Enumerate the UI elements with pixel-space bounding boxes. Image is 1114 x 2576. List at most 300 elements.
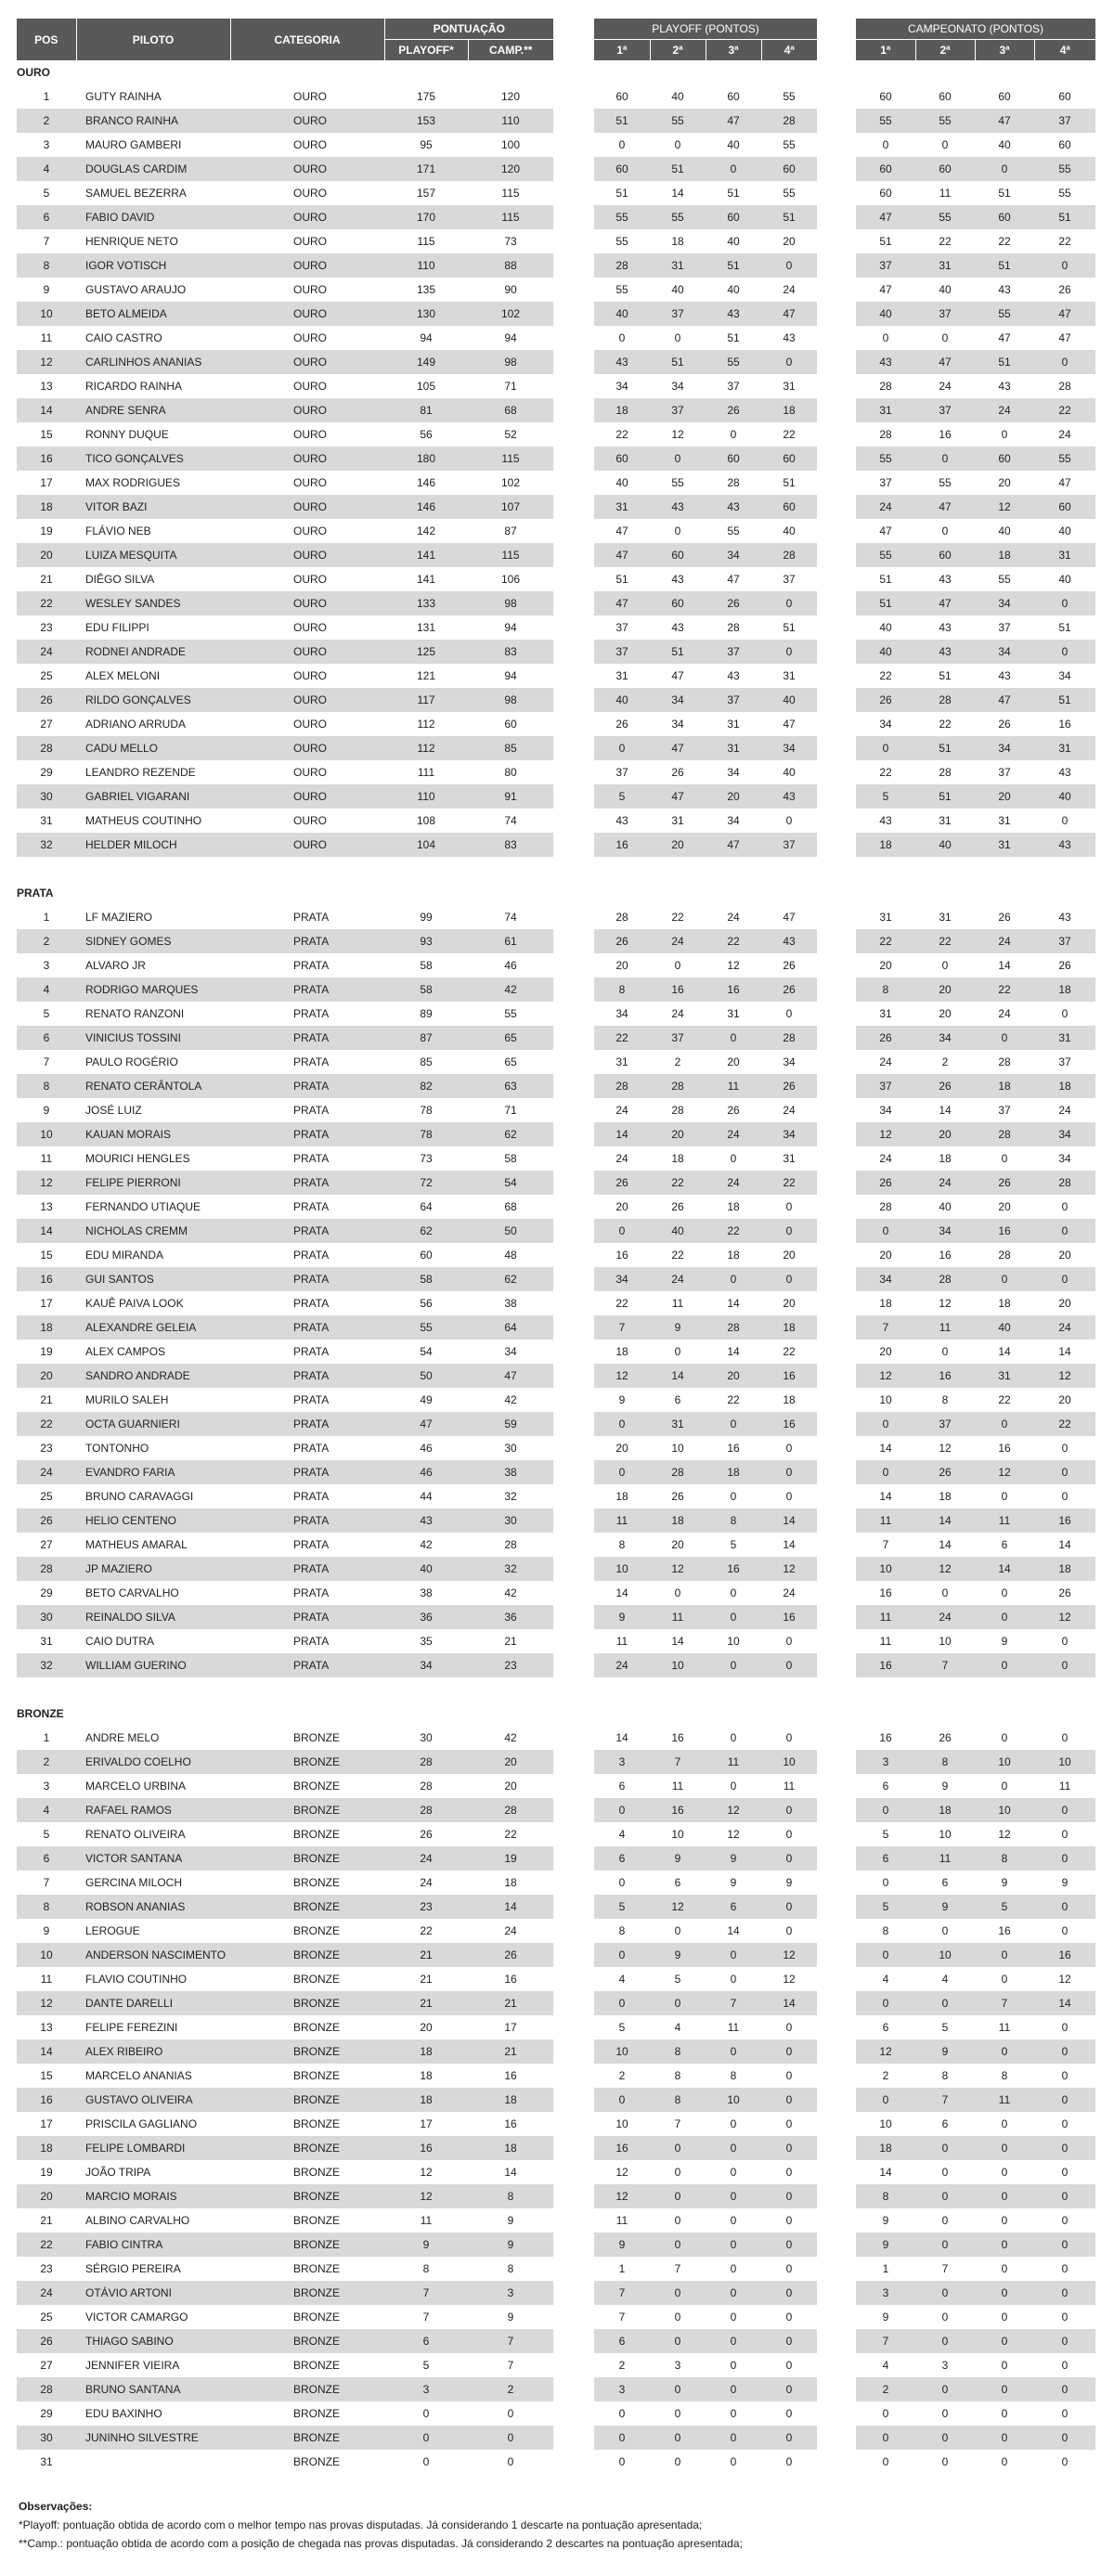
cell-camp-r1: 0 [856,2088,915,2112]
cell-playoff-r4: 43 [761,326,817,350]
cell-pos: 4 [17,977,76,1002]
cell-playoff-r2: 0 [650,1581,706,1605]
cell-piloto: RILDO GONÇALVES [76,688,230,712]
cell-categoria: PRATA [230,953,384,977]
cell-categoria: BRONZE [230,1895,384,1919]
cell-playoff-total: 112 [384,712,468,736]
cell-categoria: PRATA [230,929,384,953]
cell-camp-total: 61 [468,929,553,953]
cell-playoff-r4: 51 [761,471,817,495]
cell-piloto: RENATO RANZONI [76,1002,230,1026]
cell-camp-total: 18 [468,2136,553,2160]
table-row [17,1050,1095,1074]
cell-camp-total: 65 [468,1026,553,1050]
cell-playoff-r1: 40 [594,302,650,326]
cell-playoff-r4: 0 [761,2353,817,2377]
cell-categoria: PRATA [230,1074,384,1098]
cell-camp-r4: 28 [1034,1171,1095,1195]
cell-piloto: PRISCILA GAGLIANO [76,2112,230,2136]
cell-playoff-r4: 0 [761,1919,817,1943]
cell-playoff-r4: 0 [761,809,817,833]
cell-pos: 11 [17,1967,76,1991]
cell-pos: 26 [17,2329,76,2353]
cell-camp-r1: 0 [856,1991,915,2015]
cell-pos: 12 [17,350,76,374]
table-row [17,1533,1095,1557]
cell-categoria: BRONZE [230,1822,384,1846]
table-row [17,953,1095,977]
cell-camp-r2: 0 [915,2160,975,2184]
cell-piloto: LEROGUE [76,1919,230,1943]
cell-camp-r2: 51 [915,736,975,760]
cell-piloto: EDU MIRANDA [76,1243,230,1267]
cell-playoff-r3: 18 [706,1195,761,1219]
cell-camp-r3: 0 [975,2160,1034,2184]
table-row [17,1026,1095,1050]
cell-playoff-r3: 24 [706,1122,761,1146]
cell-camp-r2: 40 [915,278,975,302]
cell-camp-r3: 0 [975,2136,1034,2160]
cell-camp-r4: 31 [1034,736,1095,760]
cell-pos: 27 [17,2353,76,2377]
cell-camp-r4: 51 [1034,615,1095,640]
cell-pos: 30 [17,2426,76,2450]
cell-camp-r1: 11 [856,1605,915,1629]
cell-playoff-r3: 8 [706,1508,761,1533]
cell-camp-r3: 43 [975,374,1034,398]
cell-playoff-r3: 0 [706,2426,761,2450]
cell-camp-r4: 31 [1034,1026,1095,1050]
cell-playoff-r3: 20 [706,1050,761,1074]
cell-camp-total: 83 [468,833,553,857]
cell-pos: 25 [17,664,76,688]
cell-camp-r4: 0 [1034,2015,1095,2039]
cell-camp-r2: 0 [915,2377,975,2401]
cell-pos: 5 [17,1822,76,1846]
cell-camp-r2: 28 [915,688,975,712]
cell-playoff-r4: 0 [761,2233,817,2257]
cell-playoff-r1: 43 [594,350,650,374]
cell-camp-r3: 55 [975,302,1034,326]
cell-categoria: BRONZE [230,1774,384,1798]
cell-playoff-total: 62 [384,1219,468,1243]
cell-camp-total: 50 [468,1219,553,1243]
cell-camp-total: 62 [468,1122,553,1146]
cell-playoff-r4: 0 [761,350,817,374]
cell-camp-r1: 34 [856,712,915,736]
cell-camp-r3: 10 [975,1798,1034,1822]
cell-camp-r3: 26 [975,905,1034,929]
cell-playoff-total: 34 [384,1653,468,1677]
cell-piloto: NICHOLAS CREMM [76,1219,230,1243]
cell-playoff-r3: 0 [706,1146,761,1171]
cell-camp-total: 0 [468,2401,553,2426]
cell-camp-r2: 0 [915,2426,975,2450]
cell-piloto: MARCIO MORAIS [76,2184,230,2208]
header-playoff-r4: 4ª [761,40,817,61]
cell-playoff-r3: 12 [706,1798,761,1822]
cell-camp-r3: 40 [975,133,1034,157]
cell-pos: 28 [17,2377,76,2401]
cell-camp-r1: 37 [856,1074,915,1098]
cell-categoria: OURO [230,326,384,350]
cell-playoff-r4: 0 [761,1267,817,1291]
cell-camp-r1: 60 [856,181,915,205]
cell-categoria: PRATA [230,1146,384,1171]
cell-camp-r3: 14 [975,1340,1034,1364]
cell-playoff-total: 28 [384,1774,468,1798]
header-playoff-r1: 1ª [594,40,650,61]
cell-piloto: LUIZA MESQUITA [76,543,230,567]
cell-camp-r2: 55 [915,471,975,495]
table-row [17,640,1095,664]
cell-camp-r3: 22 [975,977,1034,1002]
cell-camp-r2: 16 [915,1364,975,1388]
cell-categoria: PRATA [230,1436,384,1460]
cell-playoff-r4: 24 [761,1581,817,1605]
header-camp-col: CAMP.** [468,40,553,61]
table-row [17,398,1095,422]
cell-camp-total: 120 [468,157,553,181]
cell-playoff-total: 121 [384,664,468,688]
table-row [17,2353,1095,2377]
cell-playoff-r1: 26 [594,1171,650,1195]
cell-camp-r2: 5 [915,2015,975,2039]
cell-piloto: ALVARO JR [76,953,230,977]
cell-pos: 13 [17,2015,76,2039]
cell-playoff-r2: 0 [650,326,706,350]
cell-pos: 15 [17,1243,76,1267]
cell-playoff-r4: 16 [761,1364,817,1388]
cell-camp-r3: 31 [975,833,1034,857]
cell-playoff-r1: 0 [594,326,650,350]
cell-piloto: MATHEUS AMARAL [76,1533,230,1557]
cell-playoff-r1: 12 [594,2184,650,2208]
cell-playoff-r4: 47 [761,712,817,736]
cell-playoff-total: 170 [384,205,468,229]
table-row [17,977,1095,1002]
cell-playoff-r3: 10 [706,2088,761,2112]
cell-piloto: JP MAZIERO [76,1557,230,1581]
cell-playoff-r3: 0 [706,2401,761,2426]
cell-playoff-r3: 26 [706,1098,761,1122]
cell-camp-r2: 0 [915,2450,975,2474]
cell-playoff-r2: 37 [650,1026,706,1050]
cell-camp-total: 74 [468,809,553,833]
cell-pos: 16 [17,1267,76,1291]
cell-piloto: MARCELO ANANIAS [76,2064,230,2088]
cell-playoff-r4: 0 [761,2401,817,2426]
cell-playoff-r3: 14 [706,1919,761,1943]
cell-camp-r3: 60 [975,84,1034,109]
cell-playoff-total: 108 [384,809,468,833]
cell-pos: 10 [17,1122,76,1146]
cell-playoff-total: 78 [384,1122,468,1146]
cell-playoff-r2: 8 [650,2039,706,2064]
cell-playoff-r1: 3 [594,1750,650,1774]
cell-pos: 12 [17,1991,76,2015]
cell-playoff-total: 60 [384,1243,468,1267]
cell-camp-r2: 16 [915,422,975,447]
cell-playoff-r3: 37 [706,640,761,664]
cell-playoff-r4: 55 [761,181,817,205]
cell-playoff-total: 42 [384,1533,468,1557]
cell-piloto: MAX RODRIGUES [76,471,230,495]
cell-camp-r1: 22 [856,929,915,953]
cell-playoff-total: 46 [384,1460,468,1484]
cell-pos: 5 [17,1002,76,1026]
cell-camp-r4: 14 [1034,1340,1095,1364]
cell-camp-r4: 16 [1034,712,1095,736]
cell-playoff-r4: 0 [761,2257,817,2281]
table-row [17,688,1095,712]
cell-piloto: FERNANDO UTIAQUE [76,1195,230,1219]
cell-camp-r3: 14 [975,953,1034,977]
cell-playoff-r4: 24 [761,278,817,302]
cell-playoff-total: 125 [384,640,468,664]
cell-playoff-r3: 14 [706,1340,761,1364]
cell-camp-r3: 11 [975,2015,1034,2039]
table-row [17,905,1095,929]
cell-camp-r3: 37 [975,615,1034,640]
cell-playoff-r2: 6 [650,1388,706,1412]
cell-camp-r2: 0 [915,133,975,157]
cell-camp-r2: 18 [915,1484,975,1508]
cell-playoff-r1: 40 [594,471,650,495]
cell-pos: 5 [17,181,76,205]
cell-camp-r1: 26 [856,1026,915,1050]
cell-playoff-r1: 37 [594,760,650,784]
cell-camp-r1: 0 [856,1871,915,1895]
cell-piloto: FLAVIO COUTINHO [76,1967,230,1991]
cell-playoff-r1: 34 [594,374,650,398]
table-row [17,2426,1095,2450]
cell-playoff-total: 55 [384,1315,468,1340]
cell-playoff-r4: 0 [761,2329,817,2353]
table-row [17,422,1095,447]
cell-camp-r1: 16 [856,1581,915,1605]
cell-camp-r3: 40 [975,519,1034,543]
cell-playoff-r1: 11 [594,1629,650,1653]
cell-playoff-r3: 51 [706,181,761,205]
cell-playoff-total: 72 [384,1171,468,1195]
cell-playoff-r2: 28 [650,1460,706,1484]
cell-camp-r2: 8 [915,1750,975,1774]
cell-camp-r3: 20 [975,471,1034,495]
cell-playoff-r2: 12 [650,422,706,447]
cell-camp-r1: 24 [856,1146,915,1171]
cell-playoff-r3: 0 [706,1774,761,1798]
cell-camp-total: 71 [468,374,553,398]
cell-categoria: PRATA [230,1460,384,1484]
cell-playoff-r2: 18 [650,1508,706,1533]
cell-camp-total: 38 [468,1291,553,1315]
cell-playoff-total: 44 [384,1484,468,1508]
cell-camp-r2: 9 [915,1774,975,1798]
cell-camp-r3: 0 [975,2450,1034,2474]
table-row [17,1460,1095,1484]
cell-categoria: BRONZE [230,2039,384,2064]
cell-piloto: MURILO SALEH [76,1388,230,1412]
cell-categoria: BRONZE [230,2184,384,2208]
cell-playoff-r2: 8 [650,2064,706,2088]
cell-camp-r2: 60 [915,157,975,181]
cell-playoff-r4: 14 [761,1991,817,2015]
cell-playoff-total: 141 [384,567,468,591]
cell-camp-r2: 20 [915,1002,975,1026]
cell-camp-r4: 16 [1034,1943,1095,1967]
cell-categoria: PRATA [230,1364,384,1388]
cell-playoff-r3: 12 [706,953,761,977]
cell-playoff-r2: 0 [650,447,706,471]
cell-camp-r4: 0 [1034,1267,1095,1291]
cell-camp-r1: 0 [856,133,915,157]
cell-camp-r1: 43 [856,809,915,833]
table-row [17,2064,1095,2088]
cell-camp-r1: 51 [856,567,915,591]
cell-pos: 24 [17,640,76,664]
cell-playoff-r4: 43 [761,784,817,809]
cell-camp-r3: 5 [975,1895,1034,1919]
cell-camp-r2: 11 [915,1315,975,1340]
cell-camp-r2: 18 [915,1798,975,1822]
cell-camp-r2: 51 [915,664,975,688]
cell-camp-r3: 11 [975,1508,1034,1533]
cell-camp-total: 2 [468,2377,553,2401]
cell-camp-r3: 28 [975,1243,1034,1267]
cell-camp-r3: 37 [975,760,1034,784]
cell-piloto: ALBINO CARVALHO [76,2208,230,2233]
cell-camp-r4: 24 [1034,422,1095,447]
cell-camp-r4: 14 [1034,1991,1095,2015]
cell-camp-r1: 55 [856,447,915,471]
cell-camp-total: 58 [468,1146,553,1171]
cell-playoff-total: 18 [384,2088,468,2112]
cell-camp-r2: 31 [915,253,975,278]
cell-camp-r2: 10 [915,1822,975,1846]
cell-playoff-r2: 26 [650,1484,706,1508]
cell-playoff-r1: 55 [594,229,650,253]
cell-categoria: OURO [230,591,384,615]
cell-camp-r1: 0 [856,1219,915,1243]
notes-camp: **Camp.: pontuação obtida de acordo com a posição de chegada nas provas disputadas. Já considerando 2 descartes na pontuação apresentada; [19,2537,743,2550]
cell-pos: 31 [17,2450,76,2474]
cell-playoff-total: 85 [384,1050,468,1074]
cell-playoff-r2: 0 [650,2329,706,2353]
cell-camp-r4: 40 [1034,567,1095,591]
cell-playoff-r4: 20 [761,229,817,253]
cell-camp-r1: 14 [856,1436,915,1460]
cell-playoff-r4: 12 [761,1557,817,1581]
cell-pos: 27 [17,1533,76,1557]
cell-camp-r1: 16 [856,1653,915,1677]
cell-piloto: ADRIANO ARRUDA [76,712,230,736]
cell-categoria: OURO [230,229,384,253]
cell-categoria: PRATA [230,1605,384,1629]
table-row [17,1146,1095,1171]
cell-playoff-r4: 11 [761,1774,817,1798]
cell-playoff-r4: 20 [761,1291,817,1315]
cell-pos: 11 [17,326,76,350]
cell-camp-r3: 43 [975,664,1034,688]
cell-playoff-r3: 16 [706,977,761,1002]
cell-camp-r3: 20 [975,1195,1034,1219]
cell-piloto: SIDNEY GOMES [76,929,230,953]
table-row [17,760,1095,784]
cell-playoff-r3: 47 [706,109,761,133]
cell-playoff-r1: 31 [594,495,650,519]
cell-camp-r2: 34 [915,1026,975,1050]
cell-camp-r1: 4 [856,1967,915,1991]
cell-camp-r3: 0 [975,1943,1034,1967]
cell-camp-total: 90 [468,278,553,302]
header-playoff-r2: 2ª [650,40,706,61]
cell-playoff-total: 49 [384,1388,468,1412]
cell-camp-r1: 31 [856,905,915,929]
cell-playoff-r3: 40 [706,229,761,253]
cell-playoff-total: 82 [384,1074,468,1098]
cell-playoff-r2: 0 [650,2401,706,2426]
cell-playoff-r1: 51 [594,181,650,205]
cell-playoff-total: 5 [384,2353,468,2377]
cell-camp-r3: 14 [975,1557,1034,1581]
cell-pos: 14 [17,2039,76,2064]
cell-playoff-r4: 37 [761,833,817,857]
cell-playoff-total: 180 [384,447,468,471]
cell-pos: 20 [17,543,76,567]
cell-piloto: GUTY RAINHA [76,84,230,109]
cell-playoff-r3: 43 [706,664,761,688]
cell-pos: 28 [17,736,76,760]
cell-pos: 29 [17,2401,76,2426]
cell-camp-total: 74 [468,905,553,929]
cell-playoff-r1: 18 [594,1484,650,1508]
cell-piloto: TONTONHO [76,1436,230,1460]
header-pontuacao: PONTUAÇÃO [384,19,553,40]
cell-camp-r3: 51 [975,181,1034,205]
cell-playoff-r1: 3 [594,2377,650,2401]
cell-camp-r4: 34 [1034,1122,1095,1146]
table-row [17,664,1095,688]
cell-camp-r1: 31 [856,1002,915,1026]
cell-camp-r4: 55 [1034,181,1095,205]
cell-playoff-r1: 28 [594,1074,650,1098]
cell-piloto: ANDERSON NASCIMENTO [76,1943,230,1967]
cell-piloto: GUSTAVO OLIVEIRA [76,2088,230,2112]
cell-categoria: BRONZE [230,2377,384,2401]
cell-piloto: OTÁVIO ARTONI [76,2281,230,2305]
cell-pos: 21 [17,1388,76,1412]
cell-camp-total: 21 [468,2039,553,2064]
cell-playoff-r2: 16 [650,977,706,1002]
cell-playoff-total: 21 [384,1967,468,1991]
cell-playoff-r1: 0 [594,1798,650,1822]
cell-playoff-r4: 0 [761,1436,817,1460]
cell-playoff-r4: 40 [761,519,817,543]
cell-playoff-r1: 26 [594,712,650,736]
cell-camp-r2: 40 [915,833,975,857]
cell-playoff-r1: 18 [594,1340,650,1364]
cell-categoria: BRONZE [230,2450,384,2474]
cell-playoff-total: 7 [384,2305,468,2329]
cell-camp-r4: 0 [1034,2112,1095,2136]
table-row [17,2088,1095,2112]
section-title: PRATA [17,881,1095,905]
cell-playoff-r1: 0 [594,2088,650,2112]
cell-piloto: JUNINHO SILVESTRE [76,2426,230,2450]
cell-camp-r2: 0 [915,2401,975,2426]
cell-playoff-r3: 34 [706,543,761,567]
